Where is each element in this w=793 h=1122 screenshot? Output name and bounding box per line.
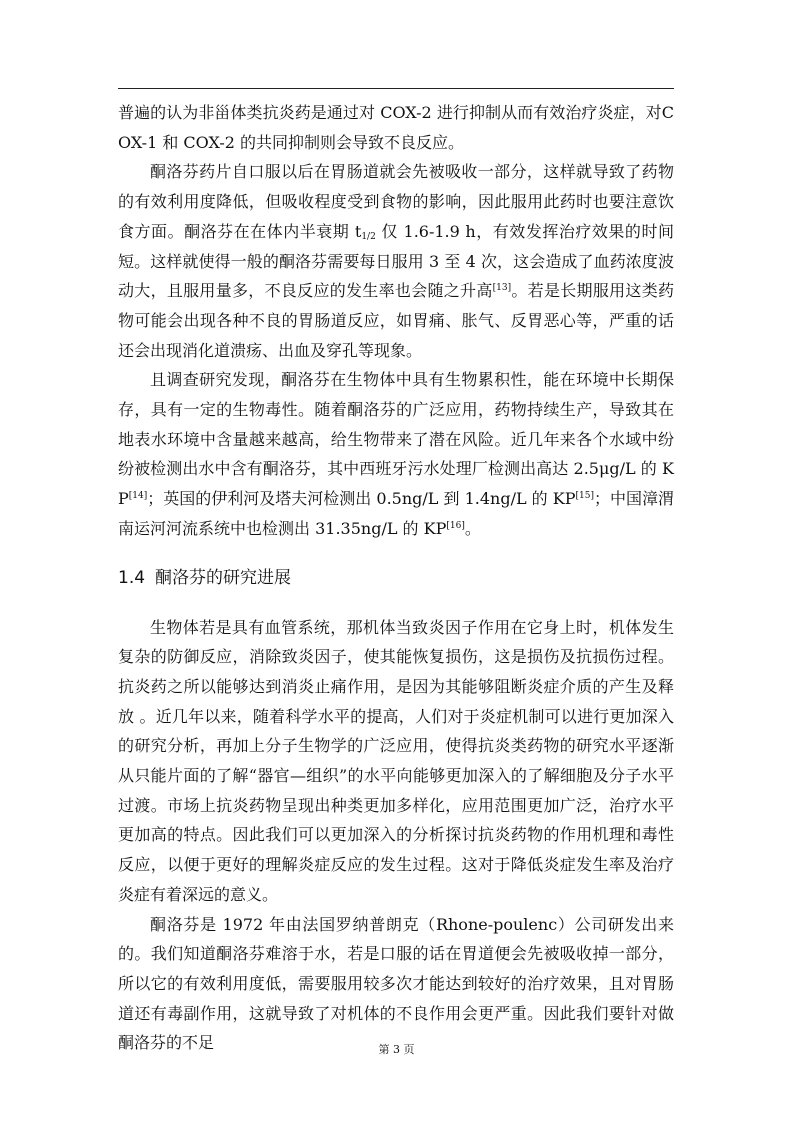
paragraph-1-text: 普遍的认为非甾体类抗炎药是通过对 COX-2 进行抑制从而有效治疗炎症，对COX-1 和 COX-2 的共同抑制则会导致不良反应。 xyxy=(118,103,674,152)
paragraph-1 xyxy=(118,98,674,157)
page-footer xyxy=(0,1041,793,1057)
section-number: 1.4 xyxy=(118,567,146,588)
paragraph-4 xyxy=(118,613,674,910)
paragraph-3-text-a: 且调查研究发现，酮洛芬在生物体中具有生物累积性，能在环境中长期保存，具有一定的生物毒性。随着酮洛芬的广泛应用，药物持续生产，导致其在地表水环境中含量越来越高，给生物带来了潜在风险。近几年来各个水域中纷纷被检测出水中含有酮洛芬，其中西班牙污水处理厂检测出高达 2.5μg/L 的 KP xyxy=(118,370,674,509)
section-title: 酮洛芬的研究进展 xyxy=(155,567,292,588)
citation-13: [13] xyxy=(492,283,512,294)
paragraph-3 xyxy=(118,365,674,543)
paragraph-3-text-c: ；中国漳渭南运河河流系统中也检测出 31.35ng/L 的 KP xyxy=(118,489,674,538)
citation-16: [16] xyxy=(446,520,465,531)
half-life-subscript: 1/2 xyxy=(361,231,376,242)
citation-14: [14] xyxy=(128,491,148,502)
paragraph-4-text: 生物体若是具有血管系统，那机体当致炎因子作用在它身上时，机体发生复杂的防御反应，消除致炎因子，使其能恢复损伤，这是损伤及抗损伤过程。抗炎药之所以能够达到消炎止痛作用，是因为其能够阻断炎症介质的产生及释放 。近几年以来，随着科学水平的提高，人们对于炎症机制可以进行更加深入的研究分析，再加上分子生物学的广泛应用，使得抗炎类药物的研究水平逐渐从只能片面的了解“器官—组织”的水平向能够更加深入的了解细胞及分子水平过渡。市场上抗炎药物呈现出种类更加多样化，应用范围更加广泛，治疗水平更加高的特点。因此我们可以更加深入的分析探讨抗炎药物的作用机理和毒性反应，以便于更好的理解炎症反应的发生过程。这对于降低炎症发生率及治疗炎症有着深远的意义。 xyxy=(118,617,674,904)
paragraph-2-text-c: 。若是长期服用这类药物可能会出现各种不良的胃肠道反应，如胃痛、胀气、反胃恶心等，严重的话还会出现消化道溃疡、出血及穿孔等现象。 xyxy=(118,281,674,360)
section-heading xyxy=(118,563,674,593)
page-number: 第 3 页 xyxy=(378,1043,415,1056)
paragraph-5 xyxy=(118,910,674,1059)
citation-15: [15] xyxy=(575,491,594,502)
paragraph-2 xyxy=(118,157,674,365)
paragraph-3-text-d: 。 xyxy=(464,518,481,538)
document-body xyxy=(118,98,674,1058)
paragraph-2-text-a: 酮洛芬药片自口服以后在胃肠道就会先被吸收一部分，这样就导致了药物的有效利用度降低，但吸收程度受到食物的影响，因此服用此药时也要注意饮食方面。酮洛芬在在体内半衰期 t xyxy=(118,162,674,241)
paragraph-5-text: 酮洛芬是 1972 年由法国罗纳普朗克（Rhone-poulenc）公司研发出来的。我们知道酮洛芬难溶于水，若是口服的话在胃道便会先被吸收掉一部分，所以它的有效利用度低，需要服用较多次才能达到较好的治疗效果，且对胃肠道还有毒副作用，这就导致了对机体的不良作用会更严重。因此我们要针对做酮洛芬的不足 xyxy=(118,914,674,1053)
paragraph-2-text-b: 仅 1.6-1.9 h，有效发挥治疗效果的时间短。这样就使得一般的酮洛芬需要每日服用 3 至 4 次，这会造成了血药浓度波动大，且服用量多，不良反应的发生率也会随之升高 xyxy=(118,221,674,301)
paragraph-3-text-b: ；英国的伊利河及塔夫河检测出 0.5ng/L 到 1.4ng/L 的 KP xyxy=(147,489,576,509)
header-rule xyxy=(118,88,674,89)
